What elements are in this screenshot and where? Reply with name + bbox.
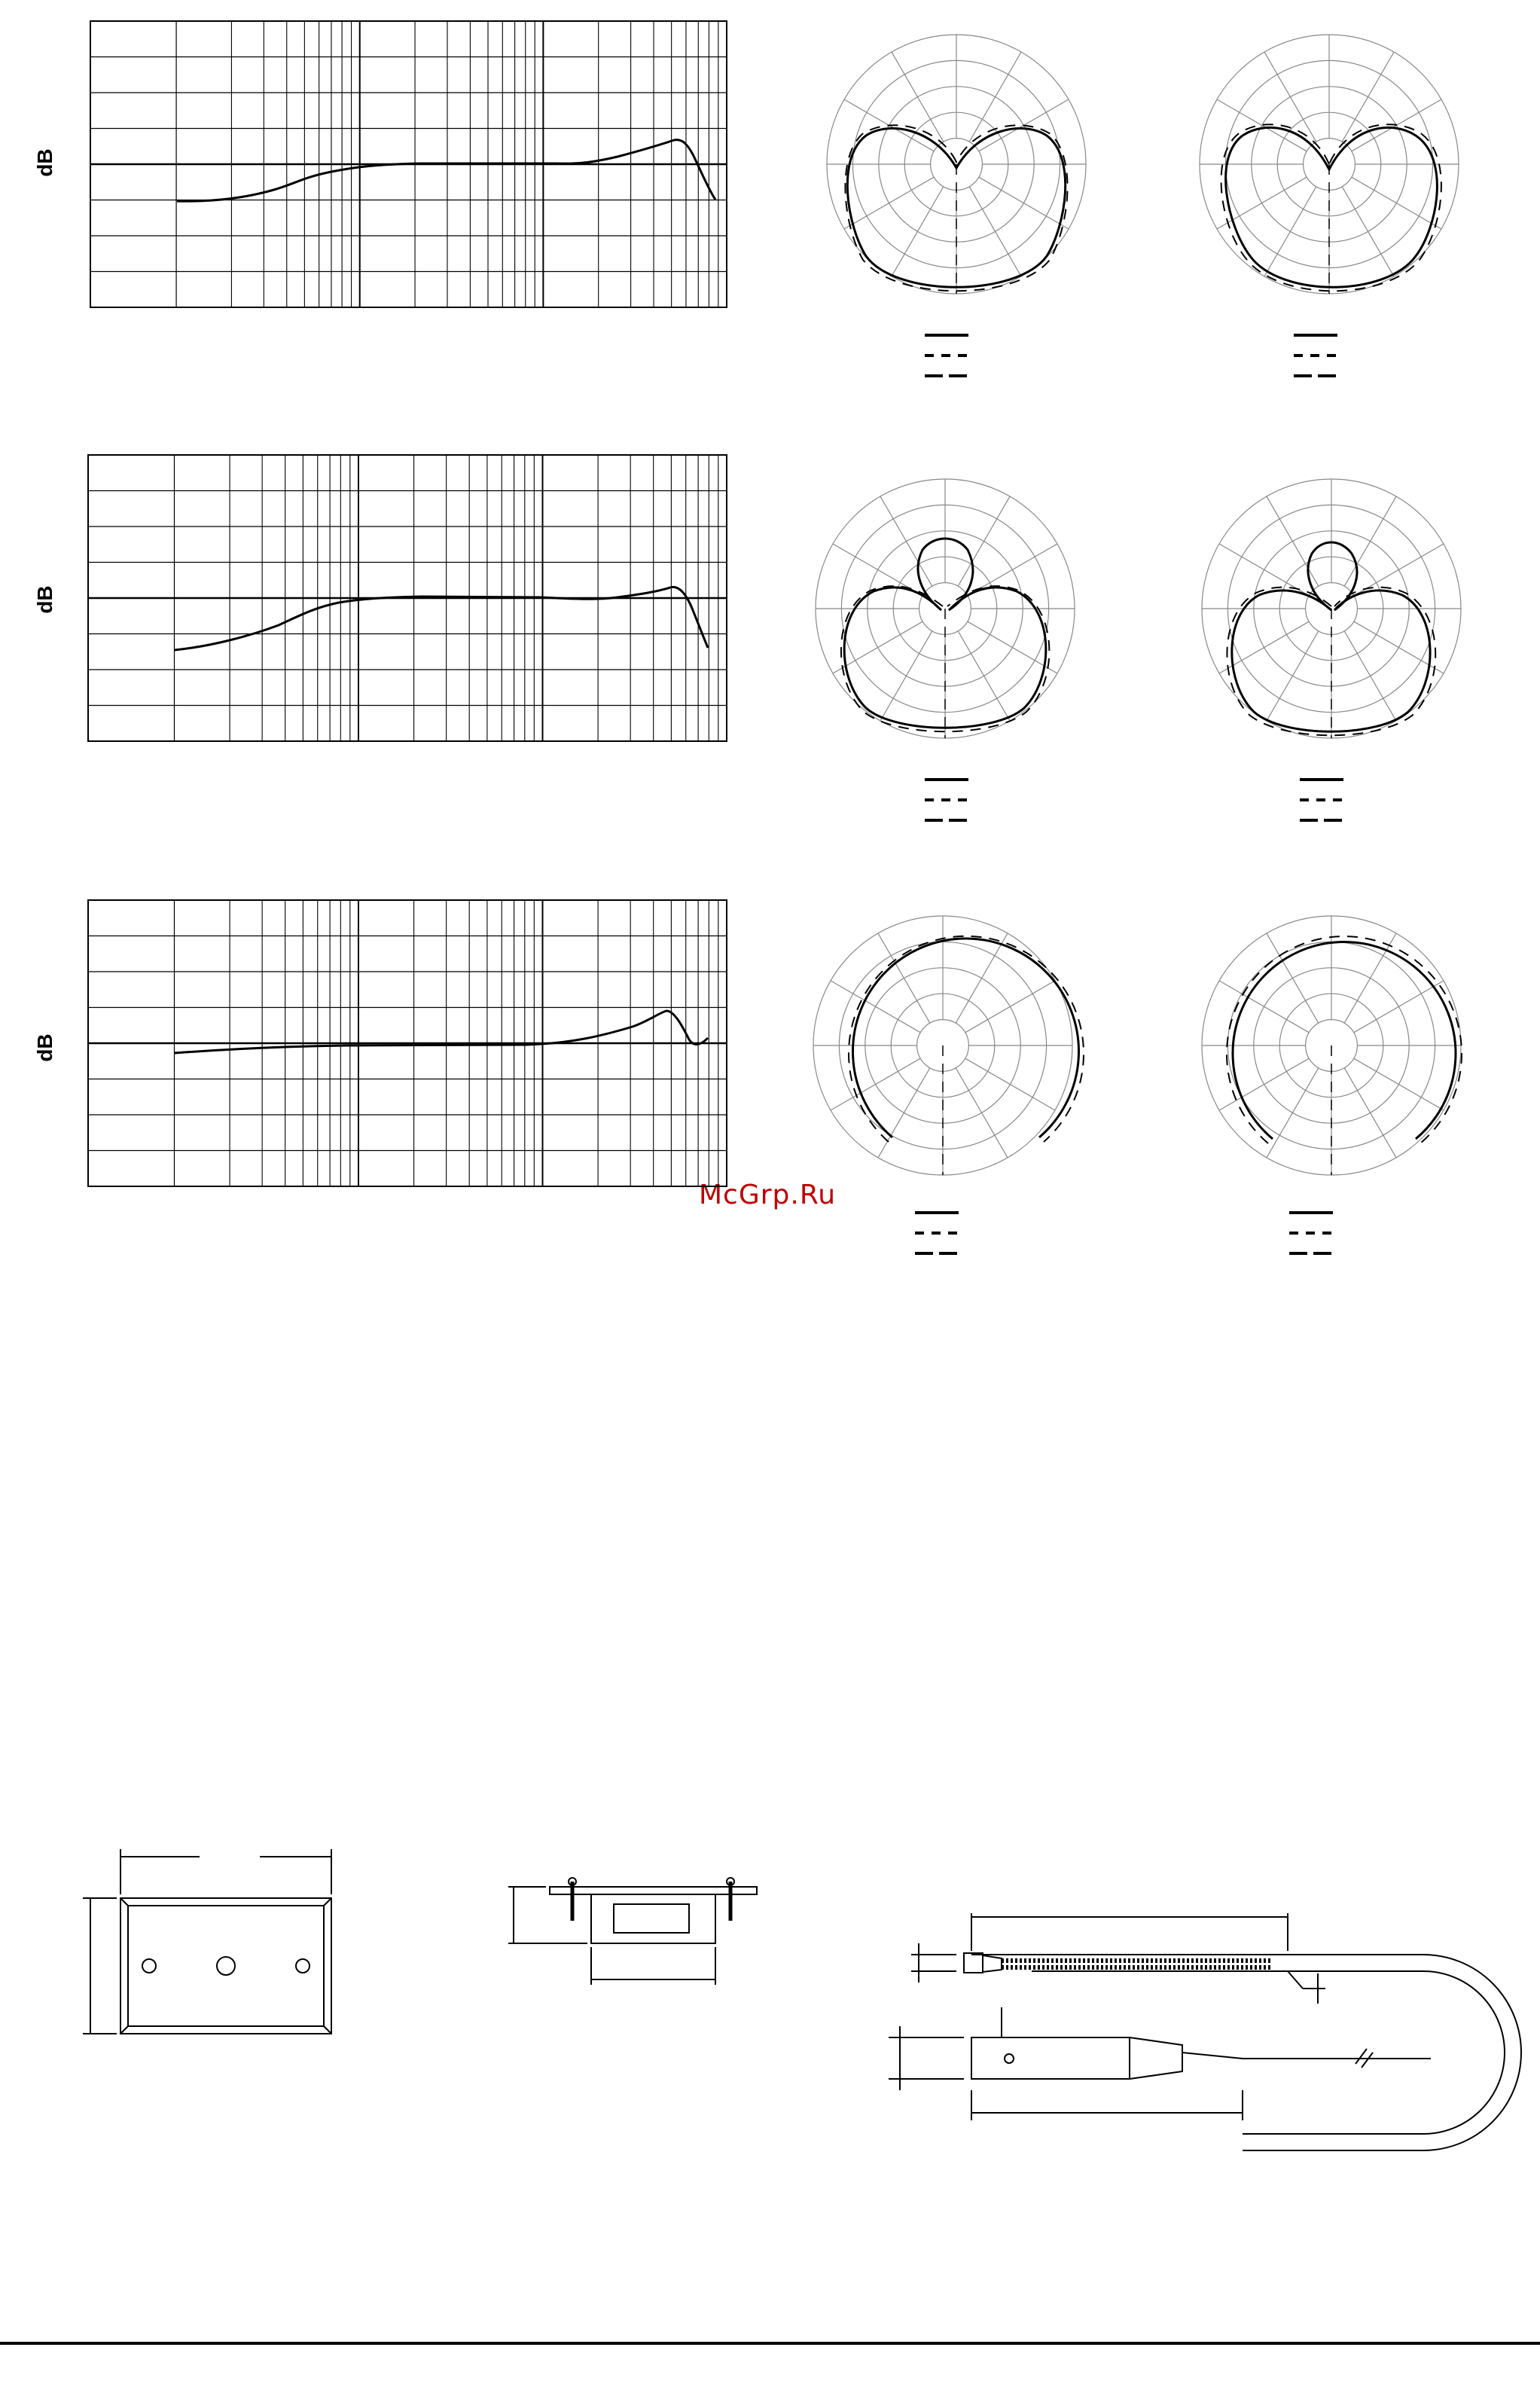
chart3-ylabel: dB xyxy=(33,1033,56,1062)
polar-spoke xyxy=(1344,1068,1396,1158)
polar-curve-omni-a xyxy=(853,939,1079,1137)
wall-plate-side-drawing xyxy=(508,1878,757,1985)
polar-spoke xyxy=(844,177,934,229)
polar-spoke xyxy=(1344,933,1396,1023)
polar-spoke xyxy=(1217,177,1307,229)
polar-spoke xyxy=(1217,99,1307,151)
polar-plot-6 xyxy=(1202,916,1461,1175)
polar-curve-omni-b-dashed xyxy=(1227,936,1462,1143)
polar-spoke xyxy=(956,933,1008,1023)
polar-spoke xyxy=(831,981,920,1033)
polar-spoke xyxy=(1344,631,1396,721)
polar-spoke xyxy=(1267,631,1319,721)
polar-legends xyxy=(915,335,1343,1253)
polar-spoke xyxy=(1352,177,1441,229)
screw-left-icon xyxy=(142,1959,156,1973)
polar-spoke xyxy=(969,187,1021,276)
chart2-ylabel: dB xyxy=(33,585,56,614)
gooseneck-outline xyxy=(971,1955,1521,2150)
polar-spoke xyxy=(958,631,1010,721)
polar-spoke xyxy=(1264,187,1316,276)
polar-spoke xyxy=(1219,981,1309,1033)
plate-bevel xyxy=(128,1906,324,2026)
response-curve-1 xyxy=(177,140,715,202)
polar-spoke xyxy=(965,981,1055,1033)
polar-spoke xyxy=(956,1068,1008,1158)
polar-curve-omni-b xyxy=(1233,942,1456,1139)
polar-spoke xyxy=(880,496,932,586)
frequency-chart-3 xyxy=(88,900,727,1186)
footer-rule xyxy=(0,2342,1540,2345)
polar-spoke xyxy=(1267,496,1319,586)
polar-spoke xyxy=(1342,187,1394,276)
preamp-body xyxy=(971,2037,1130,2079)
chart1-ylabel: dB xyxy=(33,148,56,177)
polar-spoke xyxy=(958,496,1010,586)
center-hole-icon xyxy=(217,1957,235,1975)
polar-spoke xyxy=(979,177,1069,229)
response-curve-2 xyxy=(175,587,708,650)
polar-spoke xyxy=(1354,1058,1444,1110)
polar-spoke xyxy=(1344,496,1396,586)
polar-spoke xyxy=(878,1068,930,1158)
box-window xyxy=(614,1904,689,1933)
polar-plot-4 xyxy=(1202,479,1461,738)
wall-plate-front-drawing xyxy=(83,1849,331,2034)
polar-spoke xyxy=(1354,981,1444,1033)
polar-spoke xyxy=(892,187,944,276)
frequency-chart-2 xyxy=(88,455,727,741)
box-body xyxy=(591,1894,715,1943)
polar-spoke xyxy=(965,1058,1055,1110)
watermark: McGrp.Ru xyxy=(699,1180,837,1210)
gooseneck-drawing xyxy=(889,1913,1521,2150)
screw-right-icon xyxy=(296,1959,310,1973)
polar-curve-omni-a-dashed xyxy=(849,936,1084,1142)
response-curve-3 xyxy=(175,1011,708,1053)
polar-spoke xyxy=(880,631,932,721)
plate-outline xyxy=(120,1898,331,2034)
plate-edge xyxy=(550,1887,757,1894)
polar-spoke xyxy=(831,1058,920,1110)
polar-spoke xyxy=(1267,1068,1319,1158)
